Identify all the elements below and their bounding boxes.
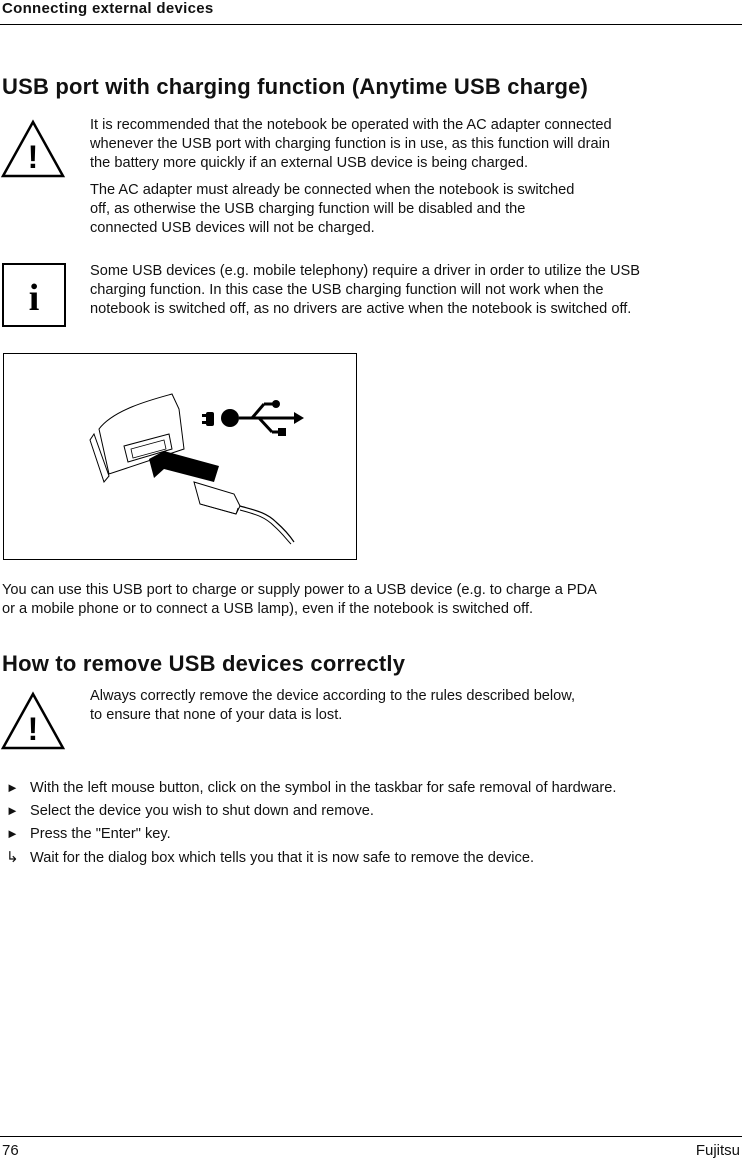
text-line: notebook is switched off, as no drivers are active when the notebook is switched off.: [90, 301, 632, 317]
text-line: Always correctly remove the device according to the rules described below,: [90, 688, 576, 704]
text-line: to ensure that none of your data is lost.: [90, 707, 343, 723]
list-item: [6, 824, 736, 844]
usb-port-illustration: [3, 353, 357, 560]
footer-divider: [0, 1136, 742, 1137]
text-line: whenever the USB port with charging function is in use, as this function will drain: [90, 136, 610, 152]
usb-plug-drawing: [4, 354, 356, 559]
text-line: or a mobile phone or to connect a USB lamp), even if the notebook is switched off.: [2, 601, 534, 617]
text-line: It is recommended that the notebook be operated with the AC adapter connected: [90, 117, 612, 133]
svg-text:!: !: [27, 139, 39, 175]
info-paragraph: [90, 262, 730, 319]
footer-brand: Fujitsu: [695, 1142, 740, 1159]
list-item: [6, 778, 736, 798]
warning-icon: [0, 690, 66, 752]
usb-charging-description: [2, 581, 722, 619]
text-line: The AC adapter must already be connected when the notebook is switched: [90, 182, 575, 198]
text-line: You can use this USB port to charge or supply power to a USB device (e.g. to charge a PDA: [2, 582, 597, 598]
text-line: connected USB devices will not be charged.: [90, 220, 375, 236]
step-text: Wait for the dialog box which tells you that it is now safe to remove the device.: [30, 850, 535, 866]
page-number: 76: [2, 1142, 19, 1159]
text-line: the battery more quickly if an external USB device is being charged.: [90, 155, 529, 171]
remove-warning-paragraph: [90, 687, 730, 725]
page-header-title: Connecting external devices: [2, 0, 214, 17]
result-arrow-icon: ↳: [6, 849, 19, 866]
section-heading-remove-usb: How to remove USB devices correctly: [2, 651, 406, 676]
svg-text:i: i: [28, 277, 40, 319]
text-line: Some USB devices (e.g. mobile telephony) require a driver in order to utilize the USB: [90, 263, 640, 279]
step-text: Select the device you wish to shut down and remove.: [30, 803, 374, 819]
step-text: Press the "Enter" key.: [30, 826, 171, 842]
header-divider: [0, 24, 742, 25]
info-icon: [2, 263, 66, 327]
warning-paragraph-2: [90, 181, 730, 238]
warning-paragraph-1: [90, 116, 730, 173]
svg-text:!: !: [27, 711, 39, 747]
bullet-arrow-icon: ►: [6, 826, 19, 841]
section-heading-usb-charging: USB port with charging function (Anytime USB charge): [2, 74, 589, 99]
text-line: off, as otherwise the USB charging function will be disabled and the: [90, 201, 526, 217]
list-item: [6, 848, 736, 868]
warning-icon: [0, 118, 66, 180]
list-item: [6, 801, 736, 821]
bullet-arrow-icon: ►: [6, 780, 19, 795]
text-line: charging function. In this case the USB charging function will not work when the: [90, 282, 604, 298]
step-text: With the left mouse button, click on the symbol in the taskbar for safe removal of hardware.: [30, 780, 617, 796]
bullet-arrow-icon: ►: [6, 803, 19, 818]
